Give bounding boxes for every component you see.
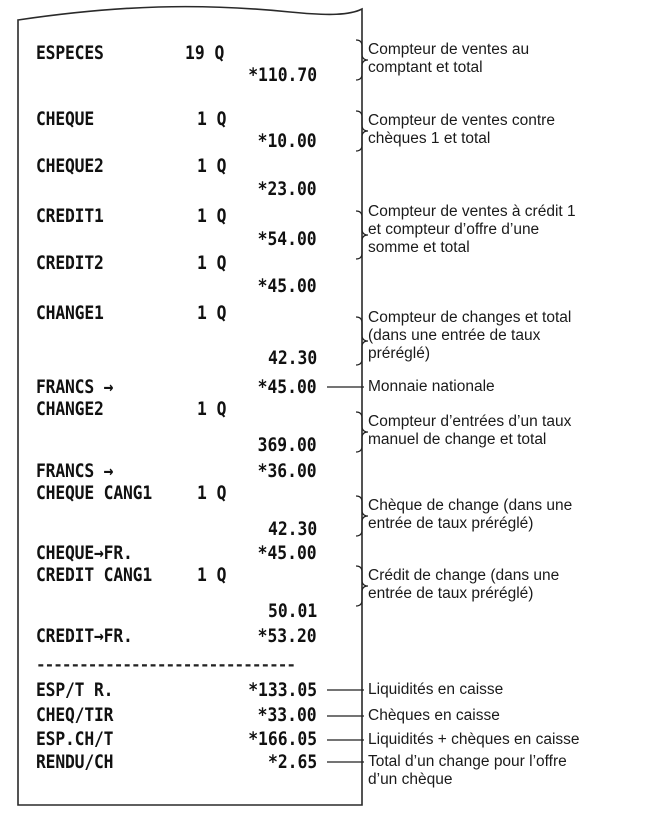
receipt-qty: 1 Q (197, 398, 227, 420)
receipt-label: CREDIT→FR. (36, 625, 133, 647)
receipt-label: FRANCS → (36, 376, 114, 398)
annotation-credit: Compteur de ventes à crédit 1 et compteur d’offre d’une somme et total (368, 203, 576, 256)
receipt-label: ESP.CH/T (36, 728, 114, 750)
receipt-label: CHEQUE CANG1 (36, 482, 152, 504)
receipt-value: 42.30 (267, 518, 317, 540)
receipt-qty: 1 Q (197, 155, 227, 177)
receipt-value: 42.30 (267, 347, 317, 369)
receipt-label: CREDIT1 (36, 205, 104, 227)
receipt-label: RENDU/CH (36, 751, 114, 773)
receipt-value: *10.00 (257, 130, 317, 152)
annotation-monnaie: Monnaie nationale (368, 378, 495, 395)
receipt-value: *36.00 (257, 460, 317, 482)
annotation-rendu: Total d’un change pour l’offre d’un chèque (368, 753, 567, 788)
receipt-value: *54.00 (257, 228, 317, 250)
receipt-qty: 1 Q (197, 482, 227, 504)
receipt-label: CHEQUE→FR. (36, 542, 133, 564)
receipt-value: *110.70 (248, 64, 317, 86)
receipt-qty: 1 Q (197, 302, 227, 324)
receipt-label: ESPECES (36, 42, 104, 64)
receipt-value: *45.00 (257, 376, 317, 398)
receipt-value: *53.20 (257, 625, 317, 647)
receipt-value: *45.00 (257, 275, 317, 297)
receipt-value: *2.65 (267, 751, 317, 773)
receipt-qty: 1 Q (197, 252, 227, 274)
annotation-liq-cheques: Liquidités + chèques en caisse (368, 731, 580, 748)
receipt-label: CHEQUE (36, 108, 94, 130)
receipt-label: ESP/T R. (36, 679, 114, 701)
annotation-cheque-change: Chèque de change (dans une entrée de taux préréglé) (368, 497, 573, 532)
receipt-value: *133.05 (248, 679, 317, 701)
receipt-qty: 1 Q (197, 205, 227, 227)
receipt-label: CHANGE2 (36, 398, 104, 420)
receipt-qty: 1 Q (197, 564, 227, 586)
receipt-label: CREDIT2 (36, 252, 104, 274)
receipt-label: FRANCS → (36, 460, 114, 482)
receipt-value: *166.05 (248, 728, 317, 750)
annotation-change2: Compteur d’entrées d’un taux manuel de change et total (368, 413, 572, 448)
annotation-change1: Compteur de changes et total (dans une entrée de taux préréglé) (368, 309, 572, 362)
receipt-value: 369.00 (257, 434, 317, 456)
annotation-cheque: Compteur de ventes contre chèques 1 et total (368, 112, 555, 147)
annotation-liquidites: Liquidités en caisse (368, 681, 504, 698)
annotation-cheques-caisse: Chèques en caisse (368, 707, 500, 724)
receipt-label: CREDIT CANG1 (36, 564, 152, 586)
receipt-value: *23.00 (257, 178, 317, 200)
annotation-especes: Compteur de ventes au comptant et total (368, 41, 530, 76)
receipt-value: *45.00 (257, 542, 317, 564)
annotation-credit-change: Crédit de change (dans une entrée de taux préréglé) (368, 567, 560, 602)
receipt-value: 50.01 (267, 600, 317, 622)
receipt-separator: ------------------------------ (36, 655, 295, 674)
receipt-qty: 1 Q (197, 108, 227, 130)
receipt-value: *33.00 (257, 704, 317, 726)
receipt-label: CHEQUE2 (36, 155, 104, 177)
receipt-qty: 19 Q (185, 42, 225, 64)
receipt-label: CHEQ/TIR (36, 704, 114, 726)
receipt-label: CHANGE1 (36, 302, 104, 324)
